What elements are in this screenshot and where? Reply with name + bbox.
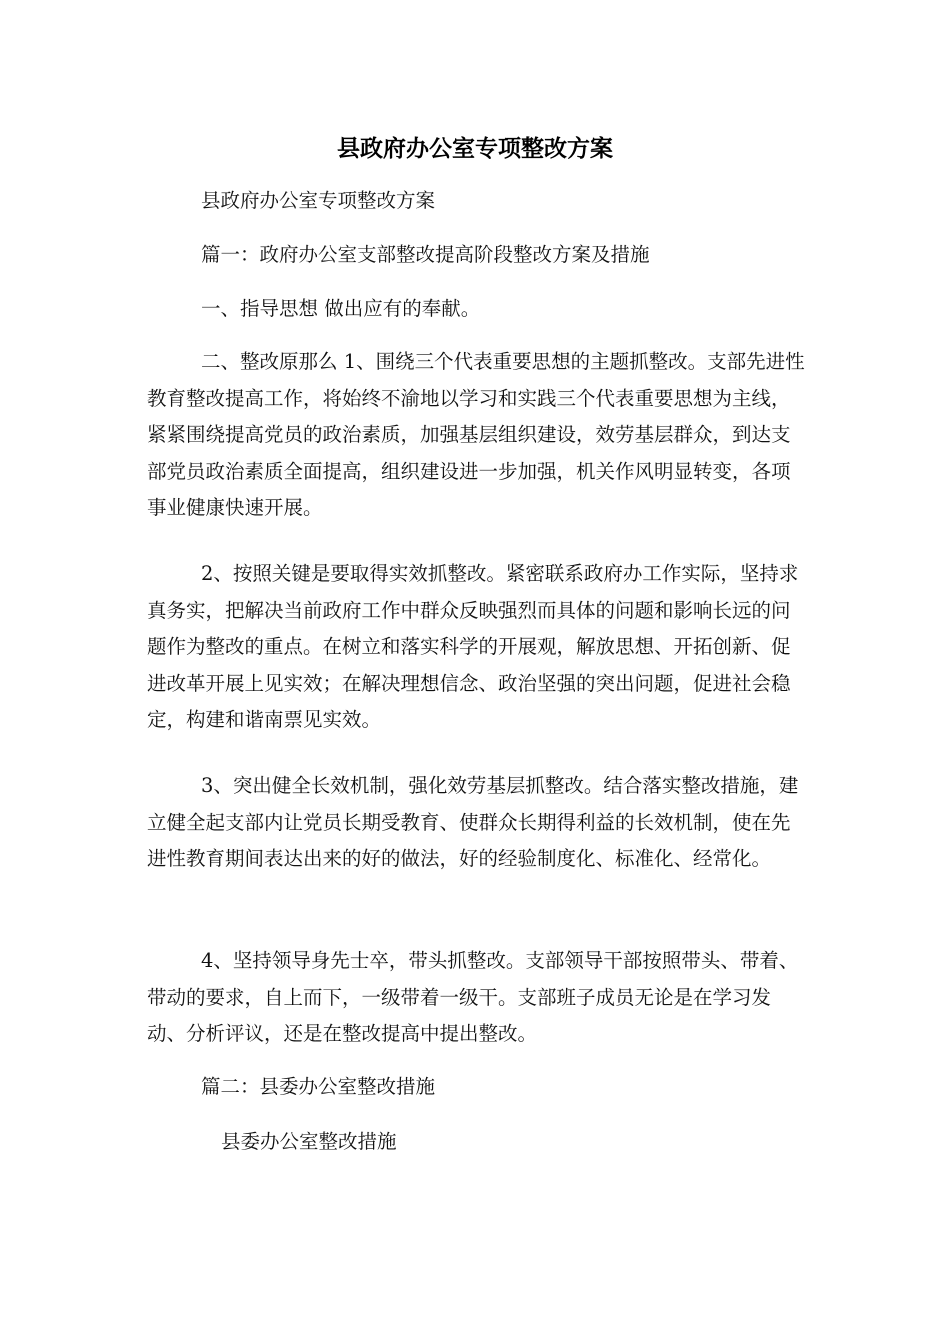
paragraph-part-two-subtitle: 县委办公室整改措施 [221,1130,397,1153]
paragraph-part-one-heading: 篇一：政府办公室支部整改提高阶段整改方案及措施 [201,243,650,266]
document-title: 县政府办公室专项整改方案 [337,136,613,162]
paragraph-rectification-principle: 二、整改原那么 1、围绕三个代表重要思想的主题抓整改。支部先进性教育整改提高工作，将始终不渝地以学习和实践三个代表重要思想为主线，紧紧围绕提高党员的政治素质，加强基层组织建设，效劳基层群众，到达支部党员政治素质全面提高，组织建设进一步加强，机关作风明显转变，各项事业健康快速开展。 [147,350,805,519]
paragraph-item-4: 4、坚持领导身先士卒，带头抓整改。支部领导干部按照带头、带着、带动的要求，自上而下，一级带着一级干。支部班子成员无论是在学习发动、分析评议，还是在整改提高中提出整改。 [147,949,799,1045]
paragraph-guiding-ideology: 一、指导思想 做出应有的奉献。 [201,297,481,320]
paragraph-part-two-heading: 篇二：县委办公室整改措施 [201,1075,436,1098]
paragraph-item-2: 2、按照关键是要取得实效抓整改。紧密联系政府办工作实际，坚持求真务实，把解决当前政府工作中群众反映强烈而具体的问题和影响长远的问题作为整改的重点。在树立和落实科学的开展观，解放思想、开拓创新、促进改革开展上见实效；在解决理想信念、政治坚强的突出问题，促进社会稳定，构建和谐南票见实效。 [147,562,799,731]
paragraph-subtitle: 县政府办公室专项整改方案 [201,189,436,212]
paragraph-item-3: 3、突出健全长效机制，强化效劳基层抓整改。结合落实整改措施，建立健全起支部内让党员长期受教育、使群众长期得利益的长效机制，使在先进性教育期间表达出来的好的做法，好的经验制度化、标准化、经常化。 [147,774,799,870]
